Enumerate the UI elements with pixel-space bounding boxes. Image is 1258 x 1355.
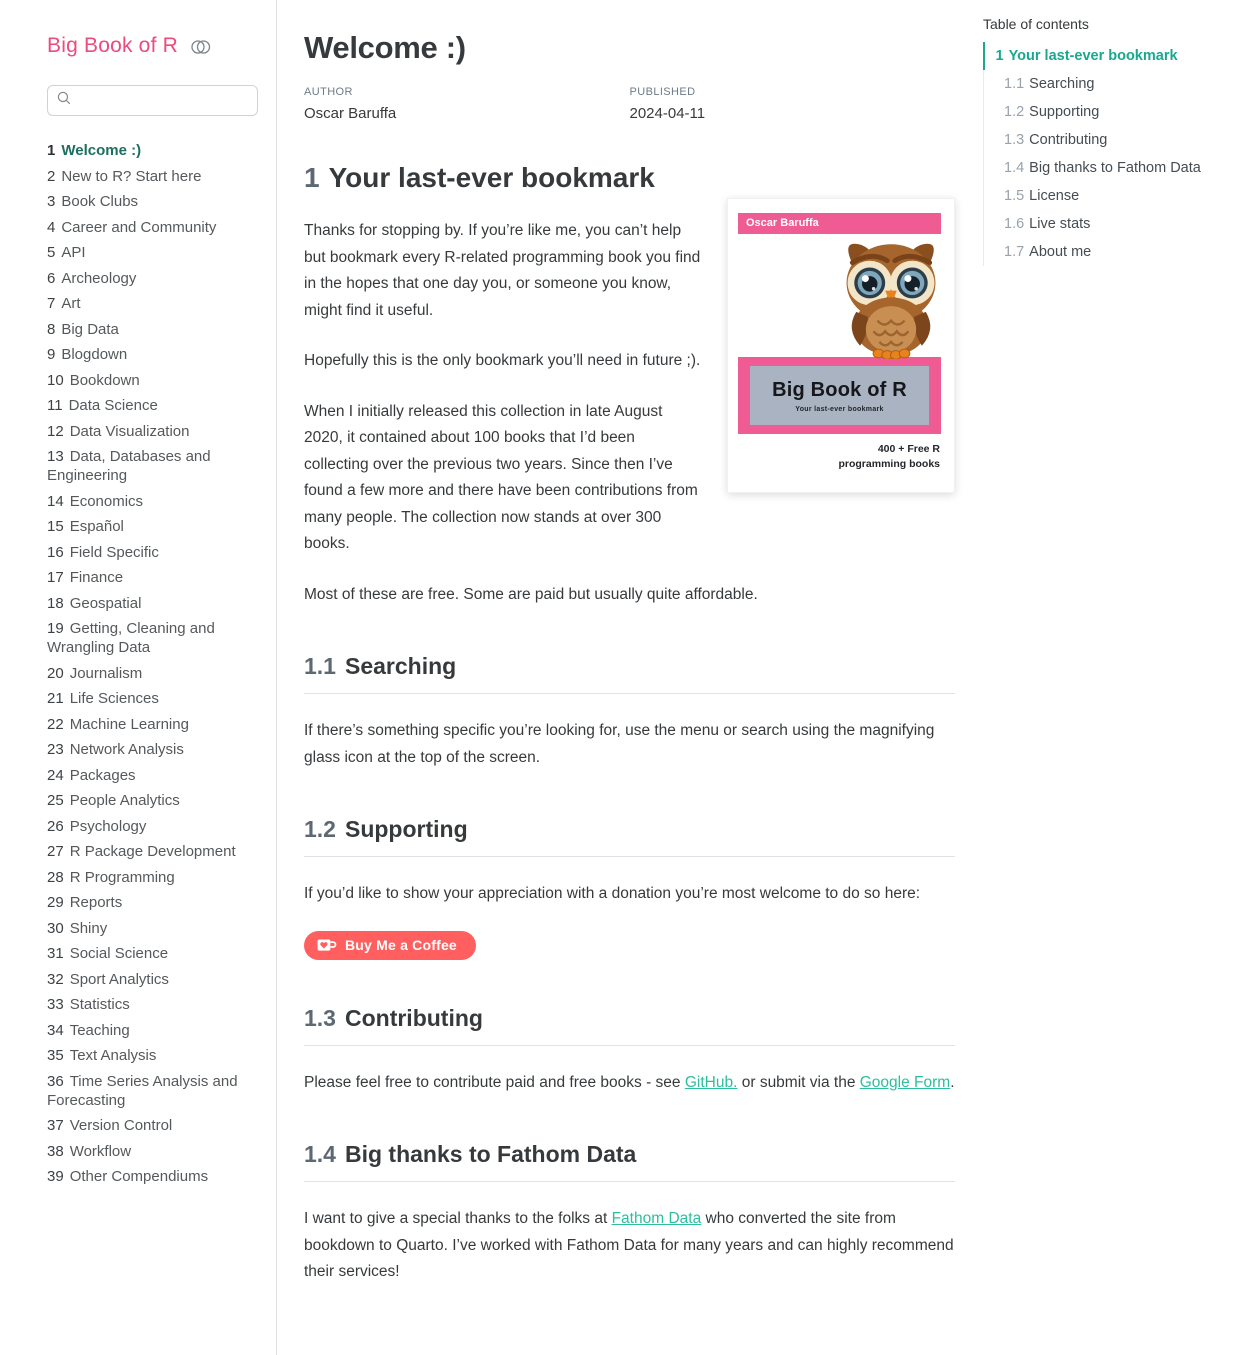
sidebar-item-blogdown[interactable]: 9 Blogdown	[47, 346, 128, 363]
search-input[interactable]	[78, 92, 248, 110]
sidebar-item-field-specific[interactable]: 16 Field Specific	[47, 543, 159, 561]
sidebar-item-big-data[interactable]: 8 Big Data	[47, 320, 119, 338]
meta-published	[630, 86, 956, 122]
sidebar-item-time-series-analysis-and-forecasting[interactable]: 36 Time Series Analysis and Forecasting	[47, 1072, 238, 1109]
sidebar-item-art[interactable]: 7 Art	[47, 295, 81, 312]
toc-item-your-last-ever-bookmark[interactable]: 1 Your last-ever bookmark	[983, 42, 1252, 70]
sidebar-item-getting-cleaning-and-wrangling-data[interactable]: 19 Getting, Cleaning and Wrangling Data	[47, 620, 215, 656]
published-value: 2024-04-11	[629, 105, 706, 122]
sidebar-item-bookdown[interactable]: 10 Bookdown	[47, 371, 140, 389]
chapter-list	[47, 141, 266, 1186]
sidebar-item-data-visualization[interactable]: 12 Data Visualization	[47, 422, 190, 440]
cover-subtitle: Your last-ever bookmark	[795, 405, 884, 413]
toc-item-live-stats[interactable]: 1.6 Live stats	[1004, 215, 1091, 232]
intro-paragraph-3: When I initially released this collection in late August 2020, it contained about 100 books that I’d been collecting over the previous two years. Since then I’ve found a few more and there have been contributions from many people. The collection now stands at over 300 books.	[304, 402, 698, 552]
sidebar	[0, 0, 277, 1355]
cover-title: Big Book of R	[772, 378, 907, 401]
sidebar-item-life-sciences[interactable]: 21 Life Sciences	[47, 690, 159, 707]
sidebar-item-reports[interactable]: 29 Reports	[47, 894, 123, 911]
content-link-google-form[interactable]: Google Form	[859, 1073, 951, 1091]
sidebar-item-r-programming[interactable]: 28 R Programming	[47, 868, 175, 886]
content-link-github[interactable]: GitHub.	[684, 1073, 738, 1091]
sidebar-item-sport-analytics[interactable]: 32 Sport Analytics	[47, 970, 169, 988]
sidebar-item-new-to-r-start-here[interactable]: 2 New to R? Start here	[47, 167, 202, 185]
sidebar-item-economics[interactable]: 14 Economics	[47, 492, 144, 510]
toc-item-contributing[interactable]: 1.3 Contributing	[1004, 131, 1108, 148]
sidebar-item-api[interactable]: 5 API	[47, 244, 86, 261]
content-link-fathom-data[interactable]: Fathom Data	[611, 1210, 702, 1227]
sidebar-item-journalism[interactable]: 20 Journalism	[47, 664, 143, 682]
toc-item-big-thanks-to-fathom-data[interactable]: 1.4 Big thanks to Fathom Data	[1004, 159, 1201, 176]
author-label: AUTHOR	[304, 86, 353, 98]
sidebar-item-statistics[interactable]: 33 Statistics	[47, 996, 130, 1013]
section-number: 1	[304, 162, 320, 193]
section-heading-contributing: 1.3 Contributing	[304, 1005, 955, 1046]
table-of-contents	[983, 0, 1251, 1355]
page-meta	[304, 86, 955, 122]
sidebar-item-data-databases-and-engineering[interactable]: 13 Data, Databases and Engineering	[47, 448, 211, 484]
sidebar-item-social-science[interactable]: 31 Social Science	[47, 945, 169, 962]
owl-illustration	[833, 232, 949, 359]
meta-author	[304, 86, 630, 122]
toc-header: Table of contents	[983, 16, 1089, 32]
toc-item-about-me[interactable]: 1.7 About me	[1004, 243, 1092, 260]
sidebar-item-finance[interactable]: 17 Finance	[47, 569, 124, 586]
cover-title-banner	[738, 357, 941, 434]
searching-paragraph: If there’s something specific you’re looking for, use the menu or search using the magnifying glass icon at the top of the screen.	[304, 722, 935, 766]
sidebar-item-network-analysis[interactable]: 23 Network Analysis	[47, 741, 184, 758]
main-content	[304, 0, 955, 1355]
sidebar-header	[47, 34, 266, 58]
section-heading-searching: 1.1 Searching	[304, 653, 955, 694]
author-value: Oscar Baruffa	[304, 105, 397, 122]
sidebar-item-people-analytics[interactable]: 25 People Analytics	[47, 792, 180, 809]
search-icon	[57, 91, 71, 110]
section-heading-supporting: 1.2 Supporting	[304, 816, 955, 857]
toc-item-license[interactable]: 1.5 License	[1004, 187, 1080, 204]
sidebar-item-data-science[interactable]: 11 Data Science	[47, 397, 158, 414]
sidebar-item-psychology[interactable]: 26 Psychology	[47, 817, 147, 835]
sidebar-item-version-control[interactable]: 37 Version Control	[47, 1117, 173, 1134]
sidebar-item-career-and-community[interactable]: 4 Career and Community	[47, 218, 217, 236]
sidebar-item-espa-ol[interactable]: 15 Español	[47, 518, 124, 535]
bmc-label: Buy Me a Coffee	[345, 937, 457, 953]
book-cover	[727, 198, 955, 493]
search-box[interactable]	[47, 85, 258, 116]
supporting-paragraph: If you’d like to show your appreciation with a donation you’re most welcome to do so here:	[304, 885, 921, 902]
buy-me-a-coffee-button[interactable]	[304, 931, 476, 960]
sidebar-item-shiny[interactable]: 30 Shiny	[47, 919, 108, 937]
section-heading-fathom: 1.4 Big thanks to Fathom Data	[304, 1141, 955, 1182]
published-label: PUBLISHED	[629, 86, 696, 98]
coffee-cup-icon	[316, 937, 337, 954]
theme-toggle-icon[interactable]	[190, 39, 212, 55]
fathom-paragraph: I want to give a special thanks to the folks at Fathom Data who converted the site from bookdown to Quarto. I’ve worked with Fathom Data for many years and can highly recommend their services!	[304, 1210, 954, 1280]
sidebar-item-other-compendiums[interactable]: 39 Other Compendiums	[47, 1168, 209, 1185]
sidebar-item-book-clubs[interactable]: 3 Book Clubs	[47, 193, 139, 210]
cover-tagline: 400 + Free R programming books	[838, 443, 940, 470]
intro-paragraph-4: Most of these are free. Some are paid but usually quite affordable.	[304, 585, 758, 603]
toc-item-supporting[interactable]: 1.2 Supporting	[1004, 103, 1100, 120]
intro-paragraph-1: Thanks for stopping by. If you’re like me, you can’t help but bookmark every R-related programming book you find in the hopes that one day you, or someone you know, might find it useful.	[304, 222, 701, 319]
page-title: Welcome :)	[304, 30, 466, 65]
intro-paragraph-2: Hopefully this is the only bookmark you’ll need in future ;).	[304, 352, 701, 369]
sidebar-item-text-analysis[interactable]: 35 Text Analysis	[47, 1047, 157, 1064]
toc-item-searching[interactable]: 1.1 Searching	[1004, 75, 1095, 92]
sidebar-item-r-package-development[interactable]: 27 R Package Development	[47, 843, 236, 860]
contributing-paragraph: Please feel free to contribute paid and free books - see GitHub. or submit via the Google Form.	[304, 1073, 955, 1091]
sidebar-item-machine-learning[interactable]: 22 Machine Learning	[47, 715, 189, 733]
sidebar-item-teaching[interactable]: 34 Teaching	[47, 1021, 130, 1039]
toc-list	[983, 42, 1251, 266]
sidebar-item-geospatial[interactable]: 18 Geospatial	[47, 594, 142, 612]
section-title: Your last-ever bookmark	[328, 162, 655, 193]
sidebar-item-packages[interactable]: 24 Packages	[47, 766, 136, 784]
site-title-link[interactable]: Big Book of R	[47, 34, 178, 57]
sidebar-item-archeology[interactable]: 6 Archeology	[47, 269, 137, 287]
sidebar-item-welcome[interactable]: 1 Welcome :)	[47, 142, 142, 159]
cover-title-panel	[750, 366, 929, 425]
cover-author-bar: Oscar Baruffa	[738, 213, 941, 234]
sidebar-item-workflow[interactable]: 38 Workflow	[47, 1142, 132, 1160]
section-heading-bookmark	[304, 162, 955, 194]
